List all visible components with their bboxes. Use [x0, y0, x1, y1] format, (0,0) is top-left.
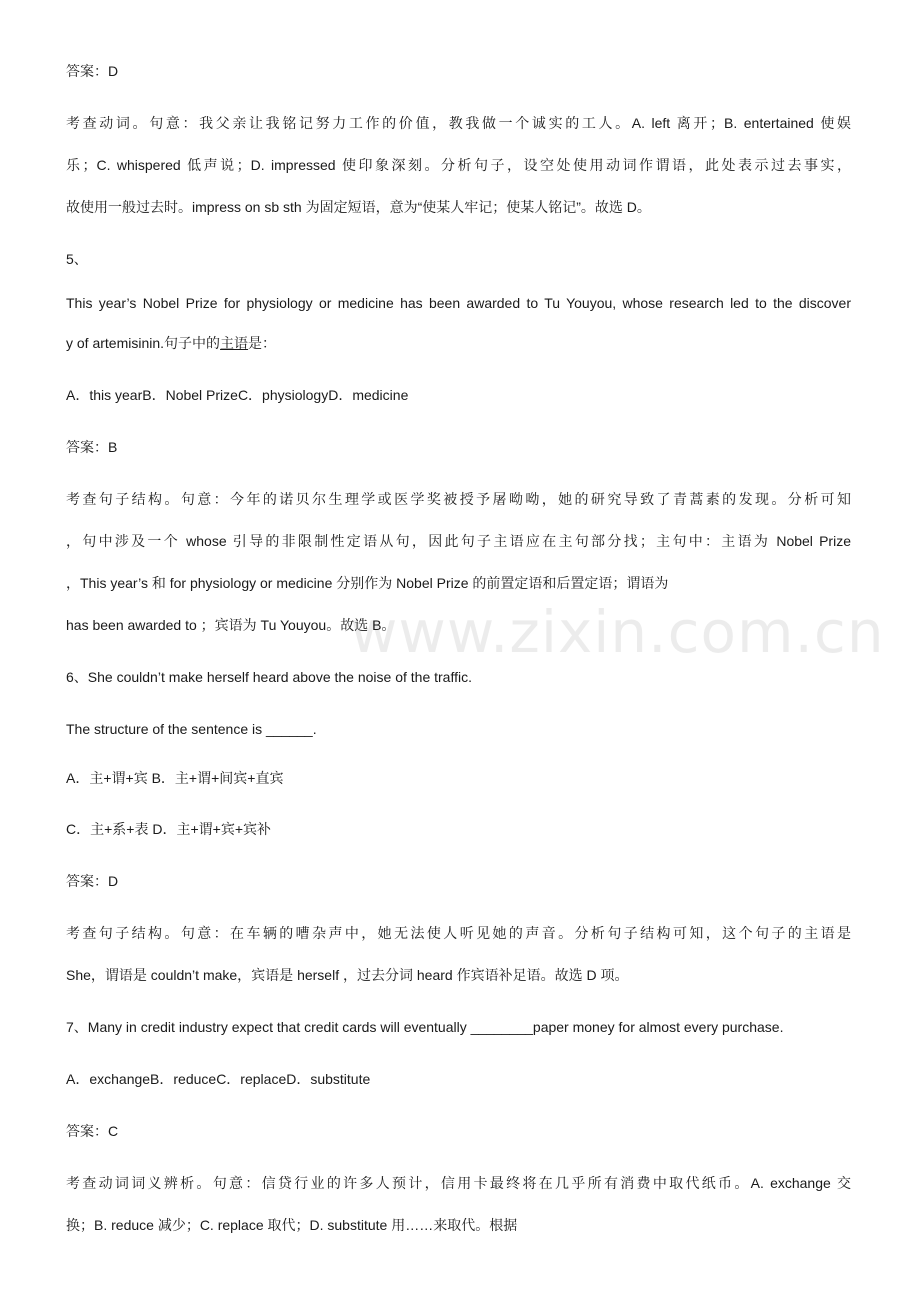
- watermark: www.zixin.com.cn: [350, 598, 885, 666]
- q6-options: C．主+系+表 D．主+谓+宾+宾补: [66, 821, 271, 837]
- q7-answer: 答案：C: [66, 1123, 119, 1139]
- q4-explanation-line: 考查动词。句意：我父亲让我铭记努力工作的价值，教我做一个诚实的工人。A. left 离开；B. entertained 使娱: [66, 115, 851, 131]
- q4-answer: 答案：D: [66, 63, 119, 79]
- q5-options: A．this yearB．Nobel PrizeC．physiologyD．medicine: [66, 387, 409, 403]
- q5-stem-line: [66, 333, 276, 353]
- q7-stem: 7、Many in credit industry expect that credit cards will eventually ________paper money for almost every purchase.: [66, 1019, 784, 1035]
- q7-explanation-line: 考查动词词义辨析。句意：信贷行业的许多人预计，信用卡最终将在几乎所有消费中取代纸币。A. exchange 交: [66, 1175, 851, 1191]
- q6-explanation-line: 考查句子结构。句意：在车辆的嘈杂声中，她无法使人听见她的声音。分析句子结构可知，这个句子的主语是: [66, 925, 851, 941]
- q5-stem-text: y of artemisinin.句子中的: [66, 335, 221, 351]
- q7-explanation-line: 换；B. reduce 减少；C. replace 取代；D. substitute 用……来取代。根据: [66, 1217, 518, 1233]
- q6-stem: The structure of the sentence is ______.: [66, 721, 317, 737]
- q4-explanation-line: 乐；C. whispered 低声说；D. impressed 使印象深刻。分析句子，设空处使用动词作谓语，此处表示过去事实，: [66, 157, 851, 173]
- q5-explanation-line: ，This year’s 和 for physiology or medicine 分别作为 Nobel Prize 的前置定语和后置定语；谓语为: [66, 575, 669, 591]
- q6-stem: 6、She couldn’t make herself heard above the noise of the traffic.: [66, 669, 472, 685]
- q5-stem-text: 是：: [248, 335, 277, 351]
- q4-explanation-line: 故使用一般过去时。impress on sb sth 为固定短语，意为“使某人牢记；使某人铭记”。故选 D。: [66, 199, 651, 215]
- q5-explanation-line: has been awarded to ；宾语为 Tu Youyou。故选 B。: [66, 617, 396, 633]
- q7-options: A．exchangeB．reduceC．replaceD．substitute: [66, 1071, 371, 1087]
- q5-explanation-line: 考查句子结构。句意：今年的诺贝尔生理学或医学奖被授予屠呦呦，她的研究导致了青蒿素的发现。分析可知: [66, 491, 851, 507]
- q6-answer: 答案：D: [66, 873, 119, 889]
- q5-underlined-term: 主语: [220, 335, 249, 351]
- q6-explanation-line: She，谓语是 couldn’t make，宾语是 herself ，过去分词 heard 作宾语补足语。故选 D 项。: [66, 967, 629, 983]
- q5-answer: 答案：B: [66, 439, 118, 455]
- q5-explanation-line: ，句中涉及一个 whose 引导的非限制性定语从句，因此句子主语应在主句部分找；主句中：主语为 Nobel Prize: [66, 533, 851, 549]
- q5-stem-line: This year’s Nobel Prize for physiology or medicine has been awarded to Tu Youyou, whose research led to the discover: [66, 295, 851, 311]
- q6-options: A．主+谓+宾 B．主+谓+间宾+直宾: [66, 770, 284, 786]
- q5-number: 5、: [66, 251, 88, 267]
